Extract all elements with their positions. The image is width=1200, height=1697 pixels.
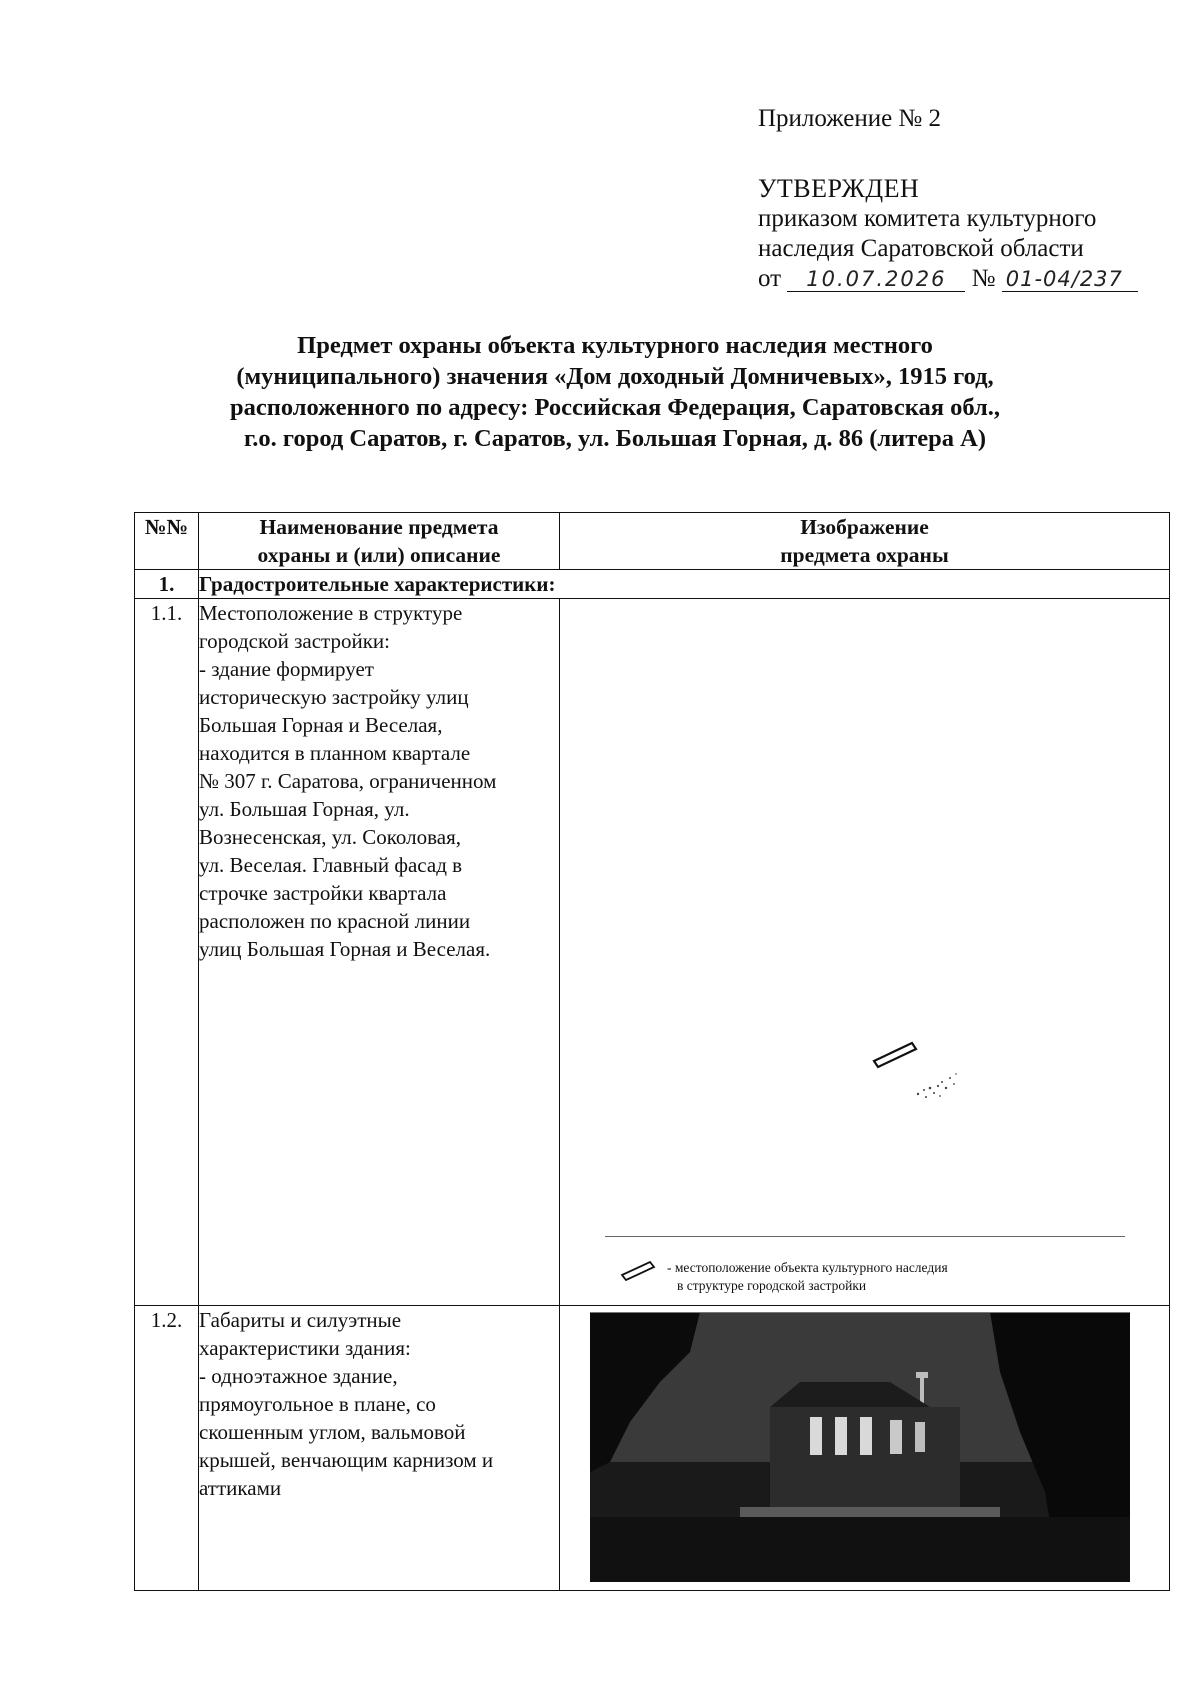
header-img-line-2: предмета охраны (780, 543, 949, 567)
description-line: крышей, венчающим карнизом и (199, 1448, 494, 1472)
description-line: характеристики здания: (199, 1336, 411, 1360)
approval-line-1: приказом комитета культурного (758, 205, 1097, 232)
handwritten-number: 01-04/237 (1002, 267, 1138, 292)
approval-block (758, 104, 1178, 294)
description-line: скошенным углом, вальмовой (199, 1420, 466, 1444)
table-header-row (135, 513, 1170, 570)
map-speckle-icon (912, 1066, 962, 1106)
description-line: аттиками (199, 1476, 282, 1500)
row-num: 1.2. (135, 1306, 199, 1591)
description-line: - одноэтажное здание, (199, 1364, 398, 1388)
location-map-cell (560, 599, 1170, 1306)
approval-line-2: наследия Саратовской области (758, 235, 1084, 262)
header-desc-line-1: Наименование предмета (259, 515, 499, 539)
table-row (135, 1306, 1170, 1591)
description-line: городской застройки: (199, 629, 390, 653)
building-photo (590, 1312, 1130, 1582)
location-marker-icon (872, 1039, 918, 1069)
description-line: прямоугольное в плане, со (199, 1392, 436, 1416)
building-photo-cell (560, 1306, 1170, 1591)
title-line-2: (муниципального) значения «Дом доходный Домничевых», 1915 год, (236, 363, 994, 390)
description-line: расположен по красной линии (199, 909, 471, 933)
description-line: Вознесенская, ул. Соколовая, (199, 825, 461, 849)
title-line-3: расположенного по адресу: Российская Федерация, Саратовская обл., (229, 394, 1001, 421)
description-line: № 307 г. Саратова, ограниченном (199, 769, 497, 793)
header-num: №№ (135, 513, 199, 570)
protection-table (134, 512, 1170, 1591)
legend-marker-icon (620, 1259, 658, 1281)
row-description (199, 599, 560, 1306)
description-line: - здание формирует (199, 657, 374, 681)
description-line: историческую застройку улиц (199, 685, 469, 709)
legend-line-1: - местоположение объекта культурного наследия (667, 1260, 948, 1275)
location-map (560, 599, 1169, 1305)
number-label: № (971, 265, 996, 292)
header-desc (199, 513, 560, 570)
legend-line-2: в структуре городской застройки (677, 1278, 867, 1293)
header-desc-line-2: охраны и (или) описание (257, 543, 501, 567)
header-img-line-1: Изображение (800, 515, 929, 539)
description-line: Большая Горная и Веселая, (199, 713, 443, 737)
title-line-1: Предмет охраны объекта культурного наследия местного (297, 332, 933, 359)
table-row (135, 599, 1170, 1306)
from-label: от (758, 265, 782, 292)
handwritten-date: 10.07.2026 (787, 267, 965, 292)
description-line: улиц Большая Горная и Веселая. (199, 937, 491, 961)
map-legend-divider (605, 1236, 1125, 1237)
row-num: 1.1. (135, 599, 199, 1306)
description-line: Местоположение в структуре (199, 601, 463, 625)
header-img (560, 513, 1170, 570)
row-description (199, 1306, 560, 1591)
map-legend (667, 1259, 1087, 1295)
section-num: 1. (135, 570, 199, 599)
section-label: Градостроительные характеристики: (199, 570, 1170, 599)
description-line: ул. Веселая. Главный фасад в (199, 853, 463, 877)
annex-label: Приложение № 2 (758, 105, 942, 132)
description-line: строчке застройки квартала (199, 881, 447, 905)
section-row (135, 570, 1170, 599)
document-title (150, 330, 1080, 454)
description-line: Габариты и силуэтные (199, 1308, 402, 1332)
approval-date-line (758, 264, 1178, 294)
description-line: находится в планном квартале (199, 741, 471, 765)
approved-stamp-text: УТВЕРЖДЕН (758, 174, 920, 203)
title-line-4: г.о. город Саратов, г. Саратов, ул. Большая Горная, д. 86 (литера А) (243, 425, 987, 452)
description-line: ул. Большая Горная, ул. (199, 797, 410, 821)
